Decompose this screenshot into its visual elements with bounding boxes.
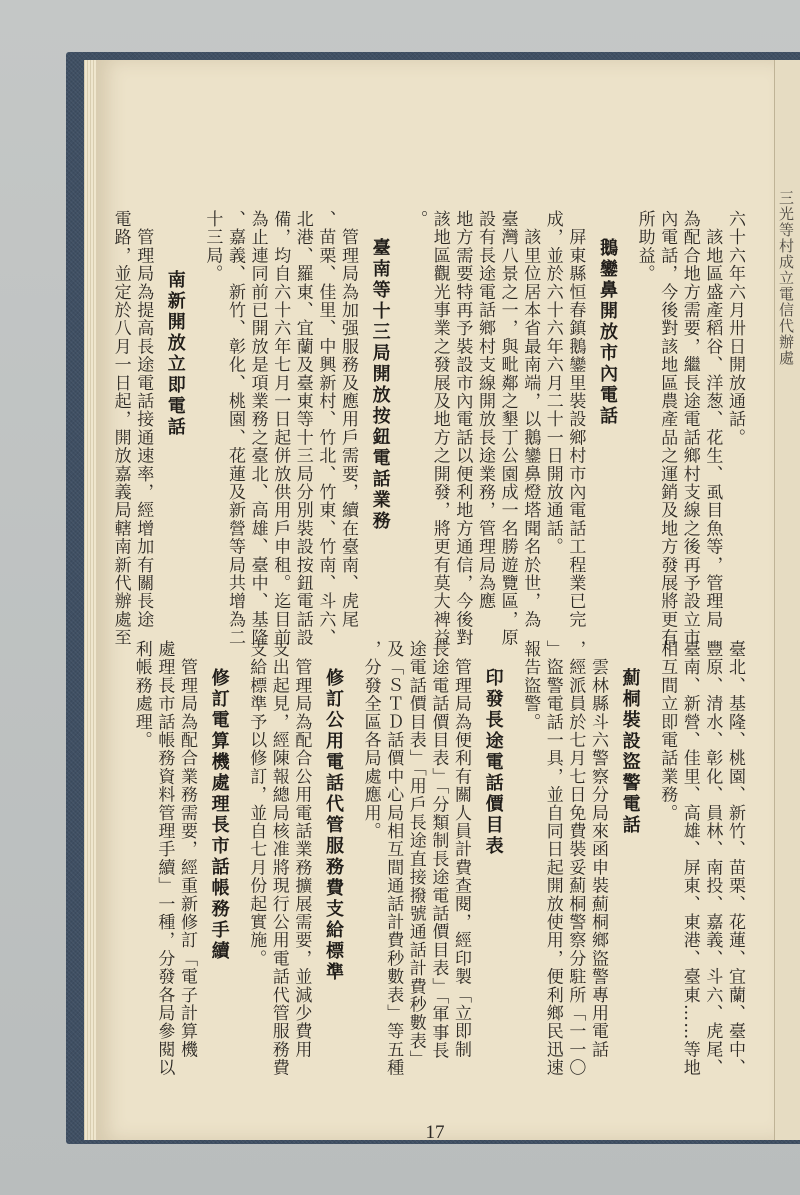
text-column: 。 <box>407 210 428 229</box>
text-column: 、苗栗、佳里、中興新村、竹北、竹東、竹南、斗六、 <box>315 210 336 647</box>
text-column: 利帳務處理。 <box>131 640 152 750</box>
text-column: 該地區盛產稻谷、洋葱、花生、虱目魚等，管理局 <box>702 210 723 629</box>
section-heading: 修訂電算機處理長市話帳務手續 <box>208 668 230 962</box>
text-column: 處理長市話帳務資料管理手續」一種，分發各局參閱以 <box>154 640 175 1077</box>
text-column: 備，均自六十六年七月一日起併放供用戶申租。迄目前 <box>270 210 291 647</box>
text-column: 管理局為配合公用電話業務擴展需要，並減少費用 <box>291 640 312 1059</box>
text-column: 電路，並定於八月一日起，開放嘉義局轄南新代辦處至 <box>110 210 131 647</box>
text-column: 支給標準予以修訂，並自七月份起實施。 <box>246 640 267 968</box>
section-heading: 印發長途電話價目表 <box>482 668 504 857</box>
section-heading: 南新開放立即電話 <box>164 270 186 438</box>
text-column: 豐原、清水、彰化、員林、南投、嘉義、斗六、虎尾、 <box>702 640 723 1077</box>
text-column: 臺北、基隆、桃園、新竹、苗栗、花蓮、宜蘭、臺中、 <box>725 640 745 1077</box>
section-heading: 臺南等十三局開放按鈕電話業務 <box>369 238 391 532</box>
text-column: 成，並於六十六年六月二十一日開放通話。 <box>542 210 563 556</box>
text-column: 長途電話價目表」「分類制長途電話價目表」「軍事長 <box>428 640 449 1060</box>
text-column: 六十六年六月卅日開放通話。 <box>725 210 745 447</box>
text-column: 管理局為便利有關人員計費查閱，經印製「立即制 <box>451 640 471 1059</box>
text-column: 設有長途電話鄉村支線開放長途業務，管理局為應 <box>475 210 495 611</box>
text-column: 、嘉義、新竹、彰化、桃園、花蓮及新營等局共增為二 <box>225 210 245 647</box>
text-column: 相互間立即電話業務。 <box>657 640 678 822</box>
text-column: 北港、羅東、宜蘭及臺東等十三局分別裝設按鈕電話設 <box>292 210 313 647</box>
text-column: 管理局為配合業務需要，經重新修訂「電子計算機 <box>177 640 197 1059</box>
text-column: 地方需要特再予裝設市內電話以便利地方通信，今後對 <box>452 210 473 647</box>
section-heading: 薊桐裝設盜警電話 <box>619 668 641 836</box>
page-number: 17 <box>425 1122 445 1143</box>
next-page-text: 三光等村成立電信代辦處 <box>777 190 795 366</box>
text-column: 報告盜警。 <box>520 640 541 731</box>
text-column: 臺南、新營、佳里、高雄、屏東、東港、臺東……等地 <box>679 640 700 1077</box>
text-column: 該地區觀光事業之發展及地方之開發，將更有莫大裨益 <box>429 210 450 647</box>
text-column: 雲林縣斗六警察分局來函申裝薊桐鄉盜警專用電話 <box>588 640 608 1059</box>
text-column: ，分發全區各局處應用。 <box>360 640 381 841</box>
text-column: 該里位居本省最南端，以鵝鑾鼻燈塔聞名於世，為 <box>520 210 541 629</box>
text-column: 」盜警電話一具，並自同日起開放使用，便利鄉民迅速 <box>542 640 563 1077</box>
text-column: ，經派員於七月七日免費裝妥薊桐警察分駐所「一一〇 <box>565 640 586 1077</box>
text-column: 為配合地方需要，繼長途電話鄉村支線之後再予設立市 <box>679 210 700 647</box>
text-column: 及「ＳＴＤ話價中心局相互間通話計費秒數表」等五種 <box>383 640 404 1077</box>
text-column: 支出起見，經陳報總局核准將現行公用電話代管服務費 <box>268 640 289 1077</box>
text-column: 為止連同前已開放是項業務之臺北、高雄、臺中、基隆 <box>247 210 268 647</box>
text-column: 十三局。 <box>202 210 223 283</box>
text-column: 途電話價目表」「用戶長途直接撥號通話計費秒數表」 <box>405 640 426 1069</box>
text-column: 管理局為提高長途電話接通速率，經增加有關長途 <box>133 210 154 629</box>
section-heading: 鵝鑾鼻開放市內電話 <box>597 238 618 427</box>
document-page <box>96 60 774 1143</box>
text-column: 管理局為加强服務及應用戶需要，續在臺南、虎尾 <box>338 210 358 629</box>
text-column: 所助益。 <box>634 210 655 283</box>
text-column: 屏東縣恒春鎮鵝鑾里裝設鄉村市內電話工程業已完 <box>565 210 586 629</box>
text-column: 內電話，今後對該地區農產品之運銷及地方發展將更有 <box>657 210 678 647</box>
section-heading: 修訂公用電話代管服務費支給標準 <box>323 668 344 983</box>
text-column: 臺灣八景之一，與毗鄰之墾丁公園成一名勝遊覽區，原 <box>497 210 518 647</box>
next-page-edge <box>774 60 800 1140</box>
